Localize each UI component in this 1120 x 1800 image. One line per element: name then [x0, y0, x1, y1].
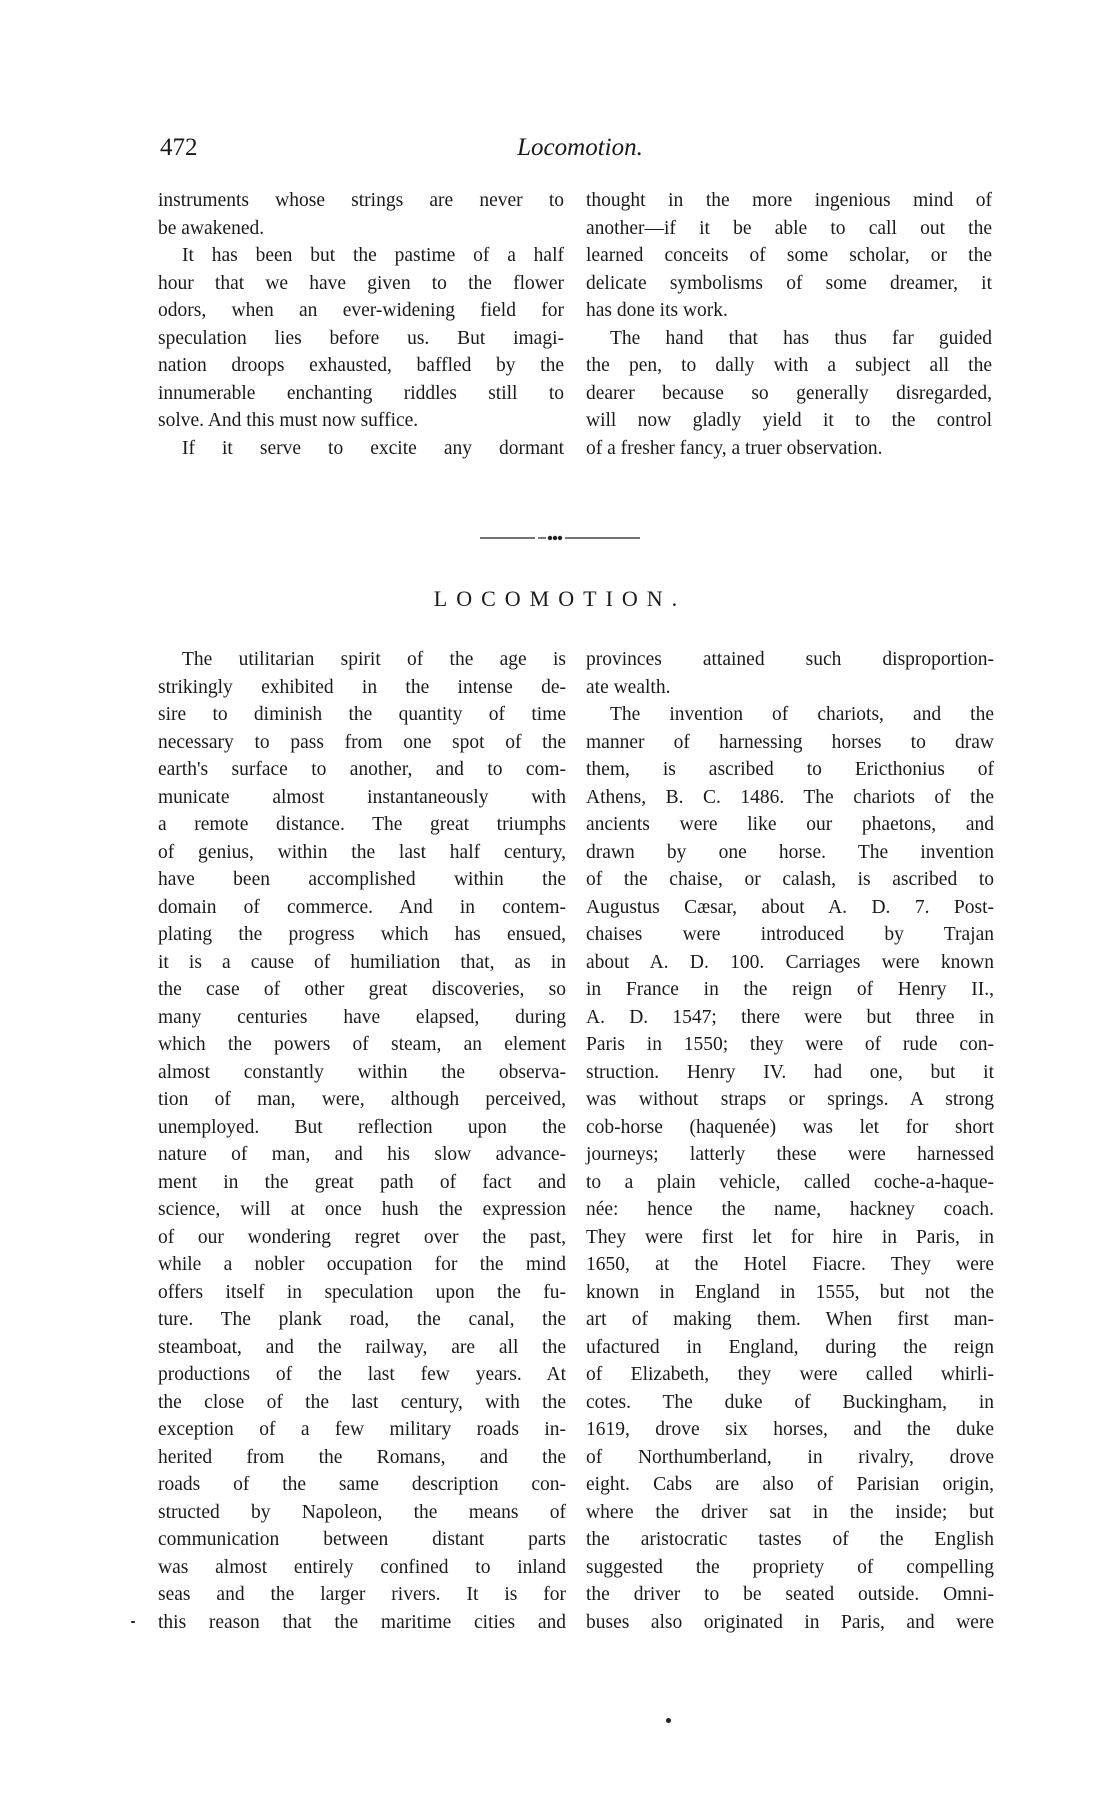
text-line: of genius, within the last half century,	[158, 841, 566, 863]
text-line: herited from the Romans, and the	[158, 1446, 566, 1468]
text-line: municate almost instantaneously with	[158, 786, 566, 808]
text-line: ufactured in England, during the reign	[586, 1336, 994, 1358]
text-line: communication between distant parts	[158, 1529, 566, 1550]
text-line: almost constantly within the observa-	[158, 1061, 566, 1083]
section-left-column	[158, 646, 566, 1636]
text-line: about A. D. 100. Carriages were known	[586, 951, 994, 973]
text-line: the case of other great discoveries, so	[158, 979, 566, 1000]
text-line: offers itself in speculation upon the fu-	[158, 1281, 566, 1303]
text-line: have been accomplished within the	[158, 869, 566, 890]
running-head	[160, 134, 1000, 168]
text-line: odors, when an ever-widening field for	[158, 300, 564, 321]
text-line: A. D. 1547; there were but three in	[586, 1006, 994, 1028]
text-line: necessary to pass from one spot of the	[158, 731, 566, 753]
text-line: steamboat, and the railway, are all the	[158, 1336, 566, 1358]
text-line: eight. Cabs are also of Parisian origin,	[586, 1474, 994, 1495]
text-line: of a fresher fancy, a truer observation.	[586, 437, 883, 459]
text-line: has done its work.	[586, 300, 728, 321]
text-line: exception of a few military roads in-	[158, 1419, 566, 1440]
text-line: will now gladly yield it to the control	[586, 410, 992, 431]
text-line: the aristocratic tastes of the English	[586, 1529, 994, 1550]
text-line: ment in the great path of fact and	[158, 1171, 566, 1193]
text-line: buses also originated in Paris, and were	[586, 1611, 994, 1633]
text-line: the driver to be seated outside. Omni-	[586, 1584, 994, 1605]
text-line: seas and the larger rivers. It is for	[158, 1584, 566, 1605]
text-line: instruments whose strings are never to	[158, 190, 564, 211]
text-line: provinces attained such disproportion-	[586, 649, 994, 670]
text-line: nation droops exhausted, baffled by the	[158, 355, 564, 376]
text-line: of our wondering regret over the past,	[158, 1226, 566, 1248]
text-line: 1619, drove six horses, and the duke	[586, 1419, 994, 1440]
text-line: of Northumberland, in rivalry, drove	[586, 1446, 994, 1468]
text-line: was without straps or springs. A strong	[586, 1089, 994, 1110]
text-line: structed by Napoleon, the means of	[158, 1501, 566, 1523]
text-line: ancients were like our phaetons, and	[586, 814, 994, 835]
text-line: this reason that the maritime cities and	[158, 1611, 566, 1633]
text-line: manner of harnessing horses to draw	[586, 731, 994, 753]
text-line: the close of the last century, with the	[158, 1391, 566, 1413]
text-line: It has been but the pastime of a half	[182, 245, 564, 266]
text-line: in France in the reign of Henry II.,	[586, 979, 994, 1000]
text-line: The hand that has thus far guided	[610, 327, 992, 349]
text-line: of Elizabeth, they were called whirli-	[586, 1364, 994, 1385]
text-line: dearer because so generally disregarded,	[586, 382, 992, 404]
text-line: another—if it be able to call out the	[586, 217, 992, 239]
page-number: 472	[160, 134, 198, 161]
text-line: Athens, B. C. 1486. The chariots of the	[586, 786, 994, 808]
text-line: innumerable enchanting riddles still to	[158, 382, 564, 404]
text-line: They were first let for hire in Paris, in	[586, 1226, 994, 1248]
text-line: If it serve to excite any dormant	[182, 437, 564, 459]
text-line: productions of the last few years. At	[158, 1364, 566, 1385]
text-line: Augustus Cæsar, about A. D. 7. Post-	[586, 896, 994, 918]
text-line: science, will at once hush the expression	[158, 1199, 566, 1220]
text-line: née: hence the name, hackney coach.	[586, 1199, 994, 1220]
text-line: many centuries have elapsed, during	[158, 1006, 566, 1028]
text-line: learned conceits of some scholar, or the	[586, 245, 992, 266]
text-line: sire to diminish the quantity of time	[158, 704, 566, 725]
text-line: plating the progress which has ensued,	[158, 924, 566, 945]
section-title: LOCOMOTION.	[433, 586, 687, 611]
text-line: cotes. The duke of Buckingham, in	[586, 1391, 994, 1413]
text-line: solve. And this must now suffice.	[158, 410, 419, 431]
text-line: strikingly exhibited in the intense de-	[158, 676, 566, 698]
text-line: tion of man, were, although perceived,	[158, 1089, 566, 1110]
text-line: ate wealth.	[586, 676, 671, 698]
text-line: delicate symbolisms of some dreamer, it	[586, 272, 992, 294]
stray-mark	[666, 1718, 671, 1723]
text-line: drawn by one horse. The invention	[586, 841, 994, 863]
text-line: a remote distance. The great triumphs	[158, 814, 566, 835]
text-line: where the driver sat in the inside; but	[586, 1501, 994, 1523]
text-line: The invention of chariots, and the	[610, 704, 994, 725]
text-line: was almost entirely confined to inland	[158, 1556, 566, 1578]
text-line: struction. Henry IV. had one, but it	[586, 1061, 994, 1083]
text-line: known in England in 1555, but not the	[586, 1281, 994, 1303]
text-line: hour that we have given to the flower	[158, 272, 564, 294]
text-line: The utilitarian spirit of the age is	[182, 649, 566, 670]
text-line: while a nobler occupation for the mind	[158, 1254, 566, 1275]
text-line: the pen, to dally with a subject all the	[586, 355, 992, 376]
text-line: which the powers of steam, an element	[158, 1034, 566, 1055]
text-line: unemployed. But reflection upon the	[158, 1116, 566, 1138]
section-divider-ornament	[480, 532, 640, 544]
text-line: of the chaise, or calash, is ascribed to	[586, 869, 994, 890]
text-line: cob-horse (haquenée) was let for short	[586, 1116, 994, 1138]
text-line: chaises were introduced by Trajan	[586, 924, 994, 945]
text-line: art of making them. When first man-	[586, 1309, 994, 1330]
text-line: suggested the propriety of compelling	[586, 1556, 994, 1578]
text-line: speculation lies before us. But imagi-	[158, 327, 564, 349]
running-title: Locomotion.	[517, 134, 643, 161]
text-line: them, is ascribed to Ericthonius of	[586, 759, 994, 780]
section-right-column	[586, 646, 994, 1636]
text-line: 1650, at the Hotel Fiacre. They were	[586, 1254, 994, 1275]
stray-mark	[131, 1621, 135, 1623]
text-line: thought in the more ingenious mind of	[586, 190, 992, 211]
text-line: journeys; latterly these were harnessed	[586, 1144, 994, 1165]
text-line: roads of the same description con-	[158, 1474, 566, 1495]
text-line: domain of commerce. And in contem-	[158, 896, 566, 918]
text-line: ture. The plank road, the canal, the	[158, 1309, 566, 1330]
text-line: be awakened.	[158, 217, 265, 239]
text-line: to a plain vehicle, called coche-a-haque-	[586, 1171, 994, 1193]
top-left-column	[158, 187, 564, 462]
top-right-column	[586, 187, 992, 462]
text-line: it is a cause of humiliation that, as in	[158, 951, 566, 973]
text-line: Paris in 1550; they were of rude con-	[586, 1034, 994, 1055]
text-line: nature of man, and his slow advance-	[158, 1144, 566, 1165]
text-line: earth's surface to another, and to com-	[158, 759, 566, 780]
